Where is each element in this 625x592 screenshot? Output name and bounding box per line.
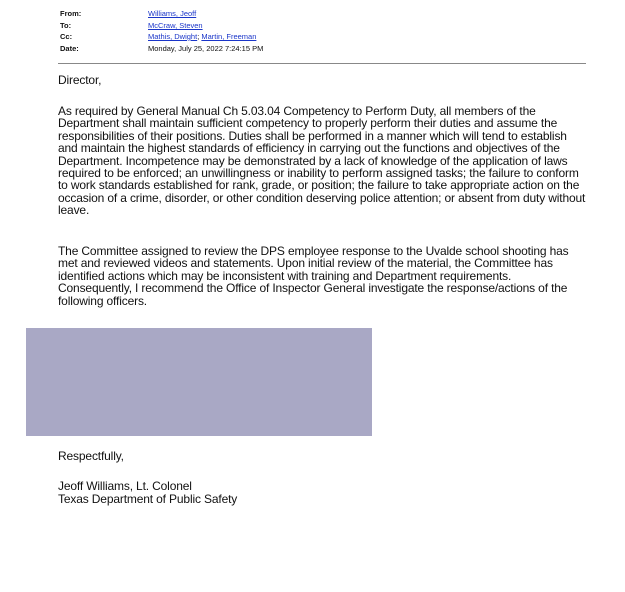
- signature-name: Jeoff Williams, Lt. Colonel: [58, 479, 192, 493]
- to-label: To:: [60, 20, 72, 30]
- date-value: Monday, July 25, 2022 7:24:15 PM: [148, 43, 264, 53]
- cc-row: [60, 31, 263, 43]
- cc-link-2[interactable]: Martin, Freeman: [201, 32, 257, 41]
- to-row: [60, 20, 263, 32]
- from-label: From:: [60, 9, 82, 18]
- to-link[interactable]: McCraw, Steven: [148, 20, 203, 30]
- date-row: [60, 43, 263, 55]
- paragraph-committee: The Committee assigned to review the DPS employee response to the Uvalde school shooting has met and reviewed videos and statements. Upon initial review of the material, the Committee has identified actions which may be inconsistent with training and Department requirements. Consequently, I recommend the Office of Inspector General investigate the response/actions of the following officers.: [58, 244, 569, 308]
- cc-separator: ;: [197, 32, 200, 41]
- header-divider: [58, 63, 586, 64]
- signature-org: Texas Department of Public Safety: [58, 492, 238, 506]
- from-link[interactable]: Williams, Jeoff: [148, 9, 197, 18]
- from-row: [60, 8, 263, 20]
- greeting: Director,: [58, 73, 102, 87]
- paragraph-competency: As required by General Manual Ch 5.03.04 Competency to Perform Duty, all members of the Department shall maintain sufficient competency to properly perform their duties and assume the responsibilities of their positions. Duties shall be performed in a manner which will tend to establish and maintain the highest standards of efficiency in carrying out the functions and objectives of the Department. Incompetence may be demonstrated by a lack of knowledge of the application of laws required to be enforced; an unwillingness or inability to perform assigned tasks; the failure to conform to work standards established for rank, grade, or position; the failure to take appropriate action on the occasion of a crime, disorder, or other condition deserving police attention; or absent from duty without leave.: [58, 104, 586, 218]
- redacted-officer-list: [26, 328, 372, 436]
- cc-link-1[interactable]: Mathis, Dwight: [148, 32, 198, 41]
- cc-label: Cc:: [60, 32, 73, 41]
- email-header: [60, 8, 263, 54]
- closing: Respectfully,: [58, 449, 124, 463]
- date-label: Date:: [60, 43, 79, 53]
